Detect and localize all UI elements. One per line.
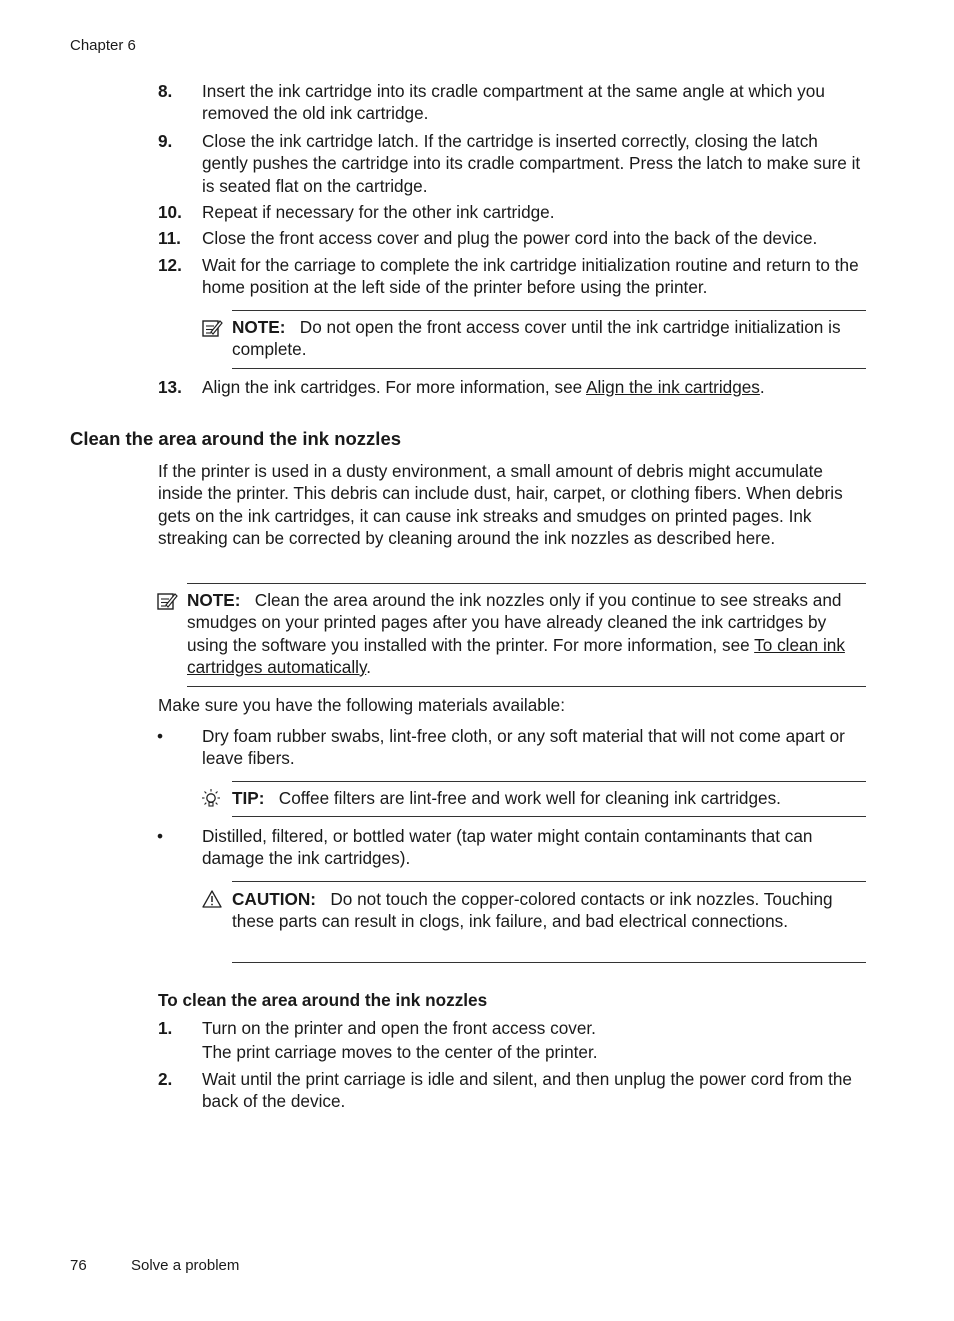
- caution-label: CAUTION:: [232, 889, 317, 909]
- note-icon: [156, 590, 178, 612]
- bullet-marker: •: [157, 726, 164, 746]
- step-number: 2.: [158, 1069, 173, 1089]
- step-text: Close the front access cover and plug the power cord into the back of the device.: [202, 228, 818, 248]
- step-number: 12.: [158, 255, 182, 275]
- page-number: 76: [70, 1257, 87, 1274]
- step-text-after: .: [759, 377, 765, 397]
- step-text-before: Align the ink cartridges. For more information, see: [202, 377, 587, 397]
- step-text: Turn on the printer and open the front access cover.: [202, 1018, 596, 1038]
- step-text: Close the ink cartridge latch. If the cartridge is inserted correctly, closing the latch gently pushes the cartridge into its cradle compartment. Press the latch to make sure it is seated flat on the cartridge.: [202, 131, 861, 196]
- note-divider-bottom: [232, 368, 866, 369]
- tip-divider-bottom: [232, 816, 866, 817]
- step-text: [202, 376, 867, 398]
- step-number: 9.: [158, 131, 173, 151]
- footer-section: Solve a problem: [131, 1257, 240, 1274]
- step-number: 8.: [158, 81, 173, 101]
- tip-divider-top: [232, 781, 866, 782]
- align-cartridges-link[interactable]: Align the ink cartridges: [586, 377, 760, 397]
- step-text: Repeat if necessary for the other ink cartridge.: [202, 202, 555, 222]
- step-text: Wait for the carriage to complete the ink cartridge initialization routine and return to the home position at the left side of the printer before using the printer.: [202, 255, 859, 298]
- note-divider-top: [232, 310, 866, 311]
- note-label: NOTE:: [187, 590, 241, 610]
- note-text: Do not open the front access cover until the ink cartridge initialization is complete.: [232, 317, 841, 360]
- clean-cartridges-link[interactable]: To clean ink cartridges automatically: [187, 634, 845, 677]
- step-number: 1.: [158, 1018, 173, 1038]
- note-text: Clean the area around the ink nozzles only if you continue to see streaks and smudges on your printed pages after you have already cleaned the ink cartridges by using the software you installed with the printer. For more information, see: [187, 590, 842, 655]
- section-title: Clean the area around the ink nozzles: [70, 428, 402, 449]
- note-divider-top: [187, 583, 866, 584]
- tip-label: TIP:: [232, 788, 265, 808]
- bullet-marker: •: [157, 826, 164, 846]
- step-number: 10.: [158, 202, 182, 222]
- warning-triangle-icon: [201, 888, 223, 910]
- bullet-text: Dry foam rubber swabs, lint-free cloth, or any soft material that will not come apart or leave fibers.: [202, 726, 845, 769]
- note-body: [232, 316, 866, 361]
- bullet-text: Distilled, filtered, or bottled water (tap water might contain contaminants that can damage the ink cartridges).: [202, 826, 813, 869]
- note-divider-bottom: [187, 686, 866, 687]
- caution-body: [232, 888, 866, 933]
- procedure-title: To clean the area around the ink nozzles: [158, 990, 488, 1010]
- tip-body: [232, 787, 866, 809]
- note-icon: [201, 317, 223, 339]
- tip-text: Coffee filters are lint-free and work well for cleaning ink cartridges.: [278, 788, 781, 808]
- caution-text: Do not touch the copper-colored contacts or ink nozzles. Touching these parts can result in clogs, ink failure, and bad electrical connections.: [232, 889, 833, 932]
- caution-divider-bottom: [232, 962, 866, 963]
- materials-intro: Make sure you have the following materials available:: [158, 695, 565, 715]
- step-result: The print carriage moves to the center of the printer.: [202, 1042, 598, 1062]
- lightbulb-icon: [200, 788, 222, 810]
- step-number: 11.: [158, 228, 181, 248]
- note-body: [187, 589, 867, 678]
- section-intro: If the printer is used in a dusty environment, a small amount of debris might accumulate inside the printer. This debris can include dust, hair, carpet, or clothing fibers. When debris gets on the ink cartridges, it can cause ink streaks and smudges on printed pages. Ink streaking can be corrected by cleaning around the ink nozzles as described here.: [158, 461, 843, 548]
- step-text: Insert the ink cartridge into its cradle compartment at the same angle at which you removed the old ink cartridge.: [202, 81, 825, 124]
- chapter-header: Chapter 6: [70, 37, 136, 54]
- caution-divider-top: [232, 881, 866, 882]
- step-text: Wait until the print carriage is idle and silent, and then unplug the power cord from the back of the device.: [202, 1069, 852, 1112]
- step-number: 13.: [158, 377, 182, 397]
- note-label: NOTE:: [232, 317, 286, 337]
- note-text-after: .: [366, 656, 372, 677]
